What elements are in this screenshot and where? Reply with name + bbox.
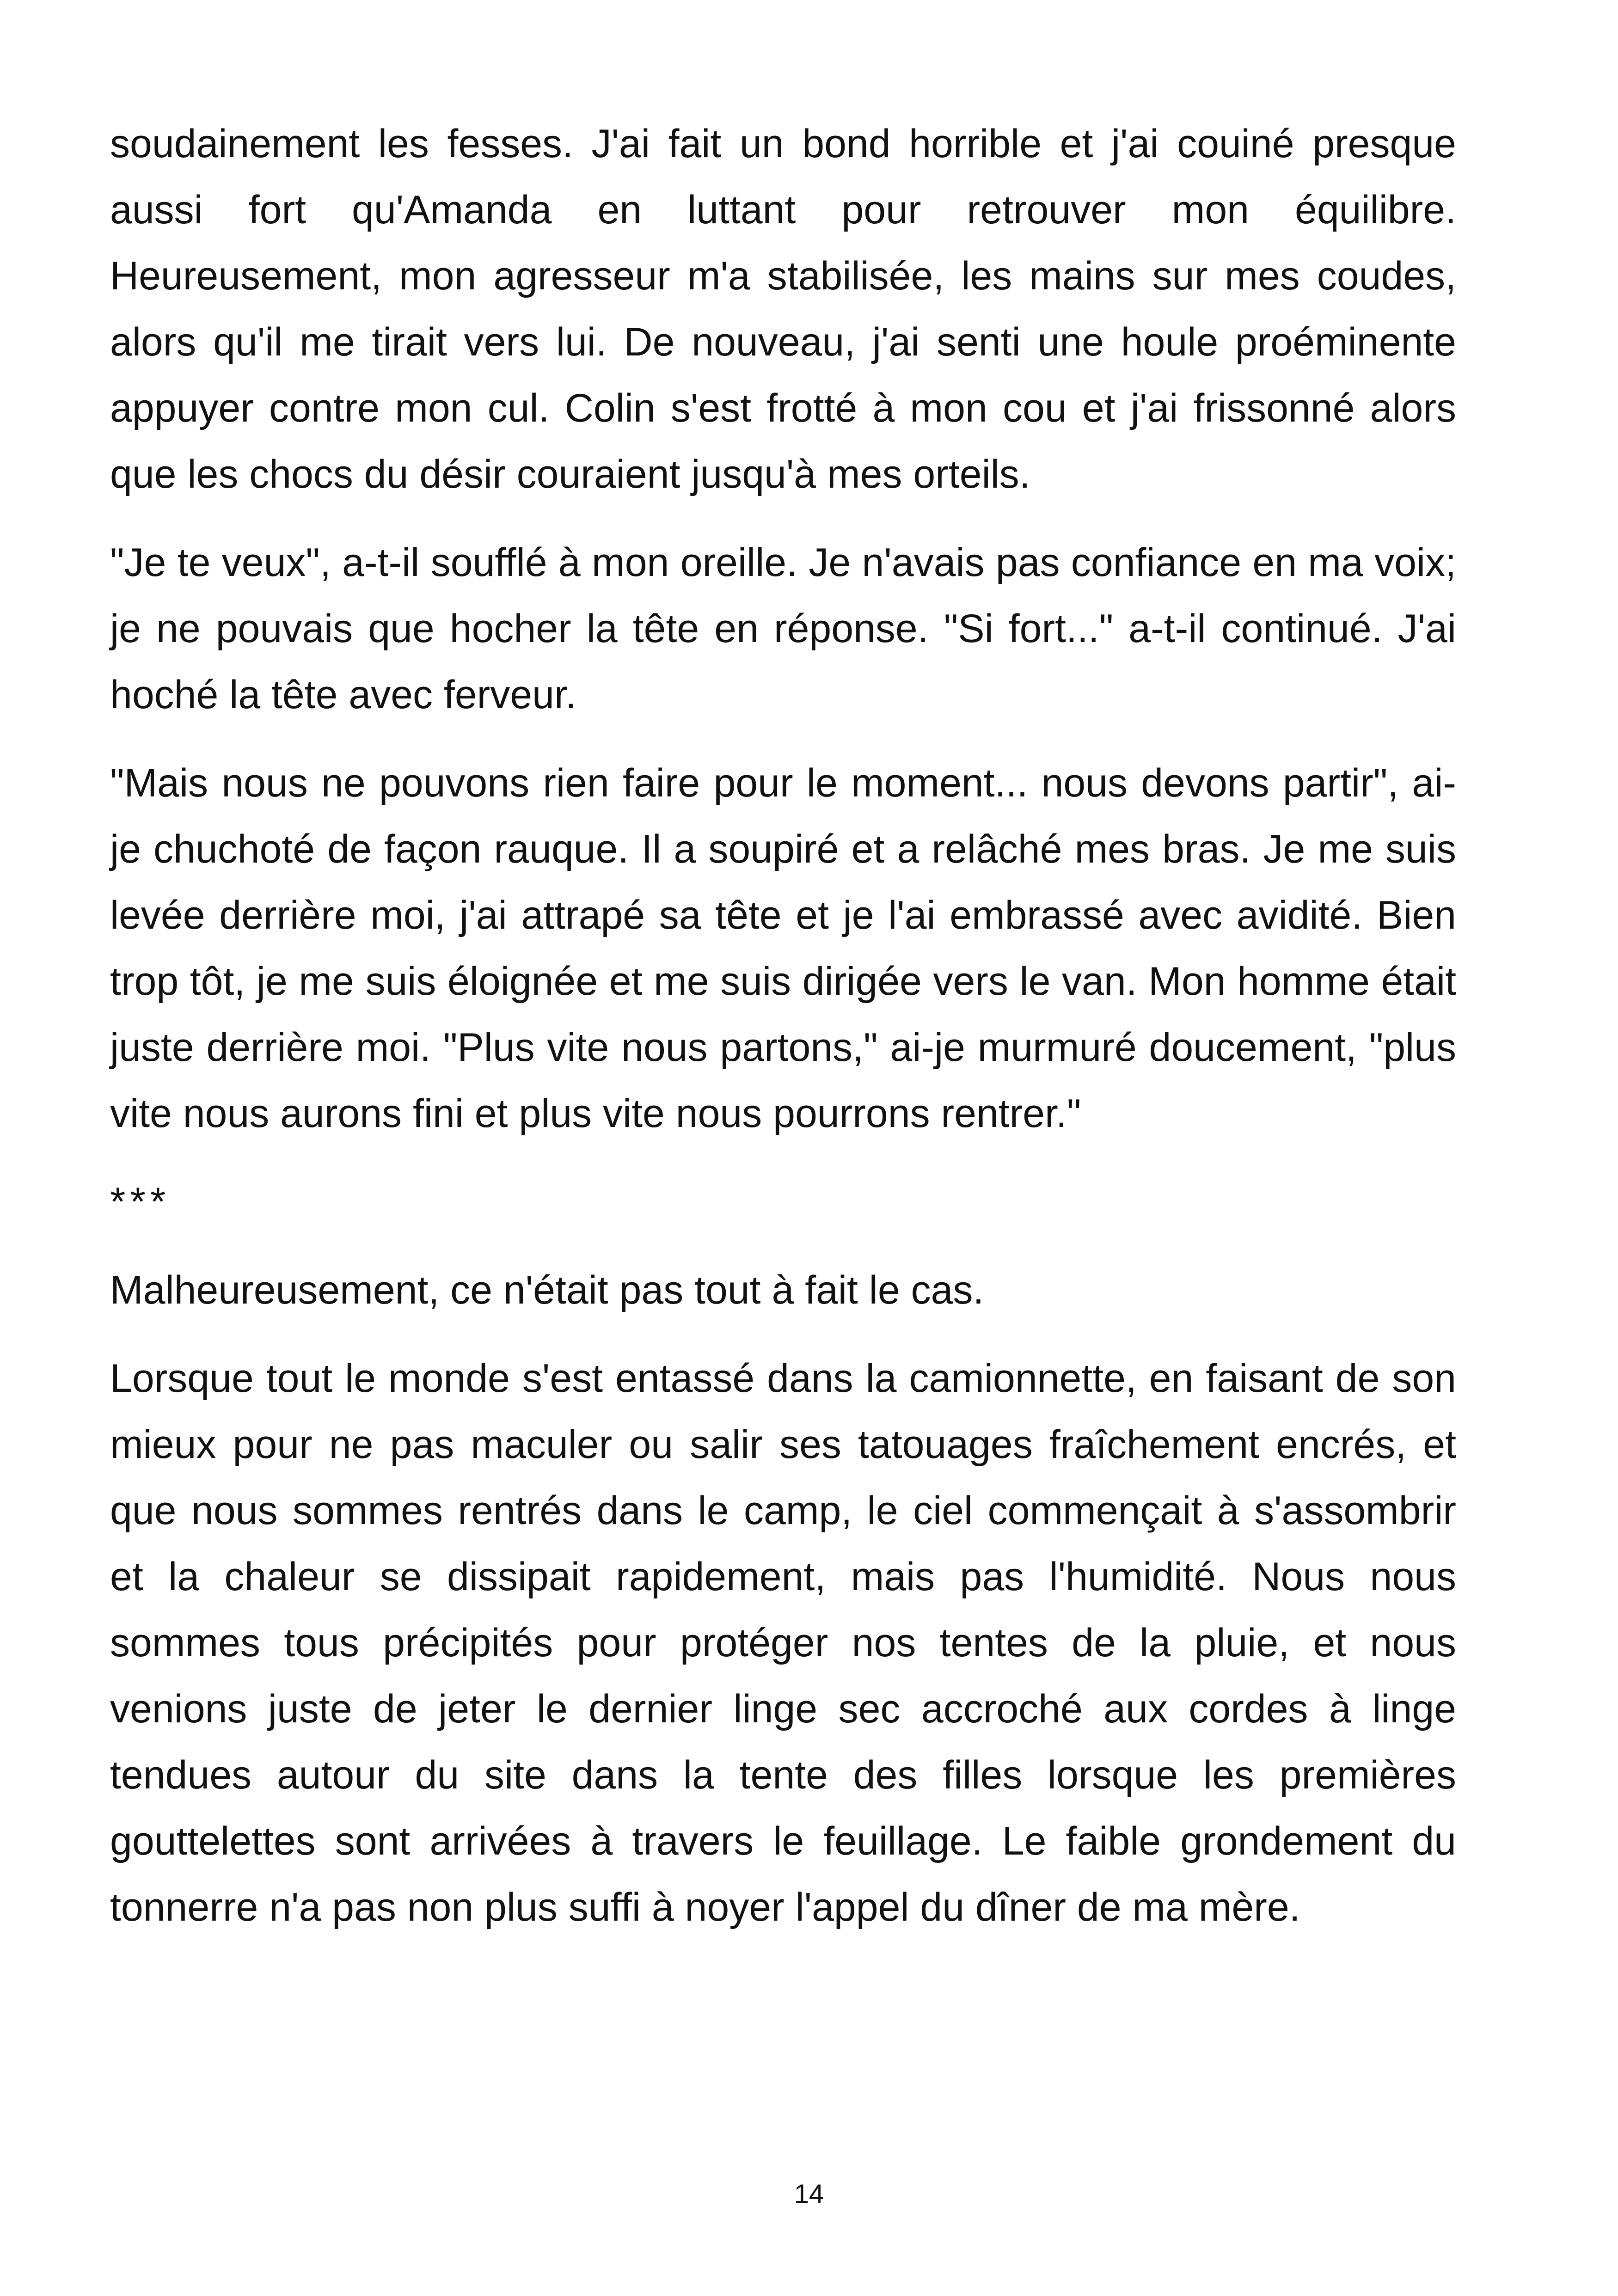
paragraph-5: Lorsque tout le monde s'est entassé dans la camionnette, en faisant de son mieux pour ne pas maculer ou salir ses tatouages fraîchement encrés, et que nous sommes rentrés dans le camp, le ciel commençait à s'assombrir et la chaleur se dissipait rapidement, mais pas l'humidité. Nous nous sommes tous précipités pour protéger nos tentes de la pluie, et nous venions juste de jeter le dernier linge sec accroché aux cordes à linge tendues autour du site dans la tente des filles lorsque les premières gouttelettes sont arrivées à travers le feuillage. Le faible grondement du tonnerre n'a pas non plus suffi à noyer l'appel du dîner de ma mère. — [110, 1356, 1456, 1929]
paragraph-1: soudainement les fesses. J'ai fait un bond horrible et j'ai couiné presque aussi fort qu'Amanda en luttant pour retrouver mon équilibre. Heureusement, mon agresseur m'a stabilisée, les mains sur mes coudes, alors qu'il me tirait vers lui. De nouveau, j'ai senti une houle proéminente appuyer contre mon cul. Colin s'est frotté à mon cou et j'ai frissonné alors que les chocs du désir couraient jusqu'à mes orteils. — [110, 122, 1456, 496]
paragraph-4: Malheureusement, ce n'était pas tout à fait le cas. — [110, 1268, 984, 1312]
paragraph-2: "Je te veux", a-t-il soufflé à mon oreille. Je n'avais pas confiance en ma voix; je ne pouvais que hocher la tête en réponse. "Si fort..." a-t-il continué. J'ai hoché la tête avec ferveur. — [110, 540, 1456, 717]
section-separator: *** — [110, 1180, 171, 1224]
page-number: 14 — [794, 2179, 824, 2209]
paragraph-3: "Mais nous ne pouvons rien faire pour le moment... nous devons partir", ai-je chuchoté de façon rauque. Il a soupiré et a relâché mes bras. Je me suis levée derrière moi, j'ai attrapé sa tête et je l'ai embrassé avec avidité. Bien trop tôt, je me suis éloignée et me suis dirigée vers le van. Mon homme était juste derrière moi. "Plus vite nous partons," ai-je murmuré doucement, "plus vite nous aurons fini et plus vite nous pourrons rentrer." — [110, 761, 1456, 1136]
body-text — [110, 111, 1456, 1963]
